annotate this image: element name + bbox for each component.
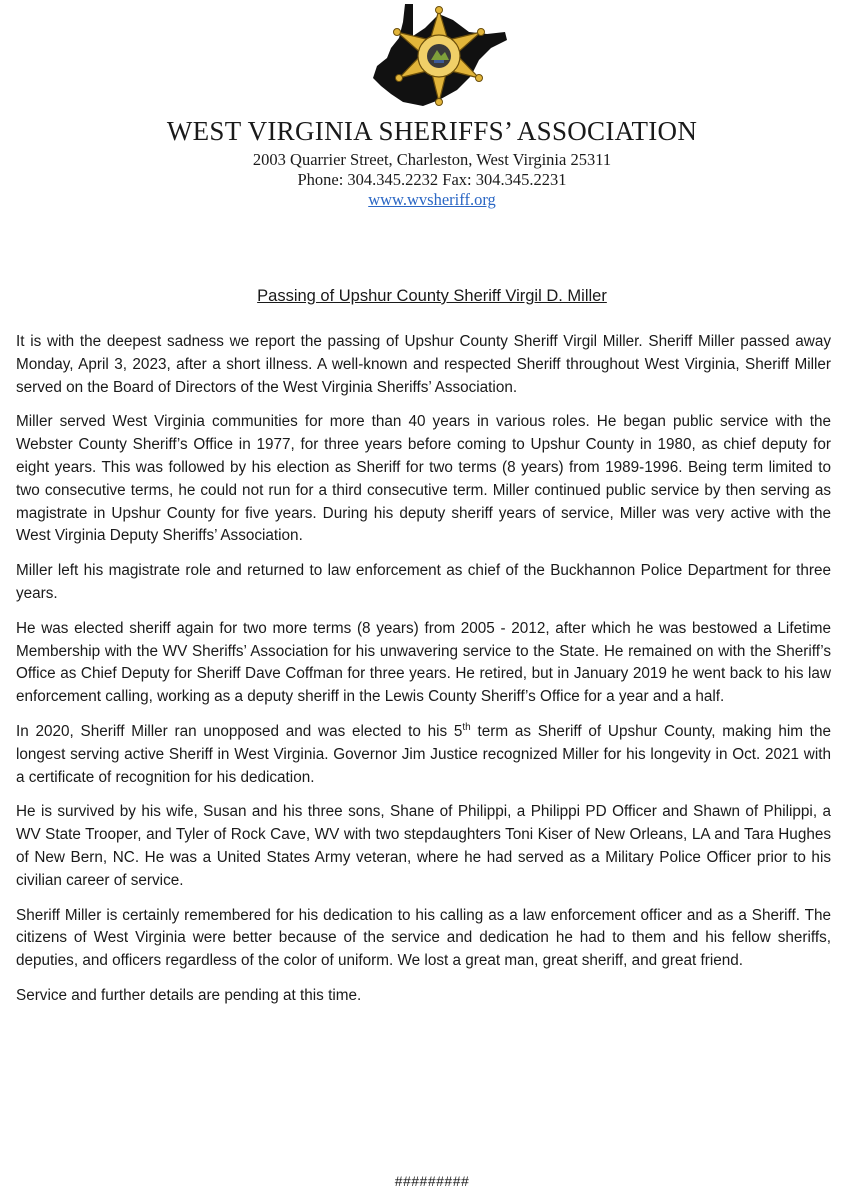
org-address: 2003 Quarrier Street, Charleston, West Virginia 25311 [252, 150, 612, 169]
paragraph-6: He is survived by his wife, Susan and his three sons, Shane of Philippi, a Philippi PD Officer and Shawn of Philippi, a WV State Trooper, and Tyler of Rock Cave, WV with two stepdaughters Toni Kiser of New Orleans, LA and Tara Hughes of New Bern, NC. He was a United States Army veteran, where he had served as a Military Police Officer prior to his civilian career of service. [16, 803, 831, 889]
paragraph-7: Sheriff Miller is certainly remembered for his dedication to his calling as a law enforcement officer and as a Sheriff. The citizens of West Virginia were better because of the service and dedication he had to them and his fellow sheriffs, deputies, and officers regardless of the color of uniform. We lost a great man, great sheriff, and great friend. [16, 906, 831, 970]
letterhead [0, 112, 864, 210]
paragraph-3: Miller left his magistrate role and returned to law enforcement as chief of the Buckhannon Police Department for three years. [16, 562, 831, 602]
paragraph-8: Service and further details are pending at this time. [16, 986, 362, 1004]
paragraph-5 [16, 721, 831, 789]
wv-sheriffs-star-badge-icon [353, 2, 513, 114]
page-title: Passing of Upshur County Sheriff Virgil D. Miller [257, 287, 607, 305]
paragraph-4: He was elected sheriff again for two more terms (8 years) from 2005 - 2012, after which he was bestowed a Lifetime Membership with the WV Sheriffs’ Association for his unwavering service to the State. He remained on with the Sheriff’s Office as Chief Deputy for Sheriff Dave Coffman for three years. He retired, but in January 2019 he went back to his law enforcement calling, working as a deputy sheriff in the Lewis County Sheriff’s Office for a year and a half. [16, 619, 831, 706]
ordinal-suffix: th [462, 721, 471, 733]
paragraph-5-text-a: In 2020, Sheriff Miller ran unopposed and was elected to his 5 [16, 722, 463, 740]
website-link[interactable]: www.wvsheriff.org [368, 190, 496, 209]
org-name: WEST VIRGINIA SHERIFFS’ ASSOCIATION [166, 116, 698, 146]
release-body [16, 331, 831, 1020]
paragraph-2: Miller served West Virginia communities for more than 40 years in various roles. He began public service with the Webster County Sheriff’s Office in 1977, for three years before coming to Upshur County in 1980, as chief deputy for eight years. This was followed by his election as Sheriff for two terms (8 years) from 1989-1996. Being term limited to two consecutive terms, he could not run for a third consecutive term. Miller continued public service by then serving as magistrate in Upshur County for five years. During his deputy sheriff years of service, Miller was very active with the West Virginia Deputy Sheriffs’ Association. [16, 413, 831, 545]
paragraph-5-text-b: term as Sheriff of Upshur County, making him the longest serving active Sheriff in West Virginia. Governor Jim Justice recognized Miller for his longevity in Oct. 2021 with a certificate of recognition for his dedication. [16, 722, 831, 786]
org-phone-fax: Phone: 304.345.2232 Fax: 304.345.2231 [297, 170, 567, 189]
paragraph-1: It is with the deepest sadness we report the passing of Upshur County Sheriff Virgil Miller. Sheriff Miller passed away Monday, April 3, 2023, after a short illness. A well-known and respected Sheriff throughout West Virginia, Sheriff Miller served on the Board of Directors of the West Virginia Sheriffs’ Association. [16, 333, 831, 396]
end-mark: ######### [394, 1173, 470, 1189]
